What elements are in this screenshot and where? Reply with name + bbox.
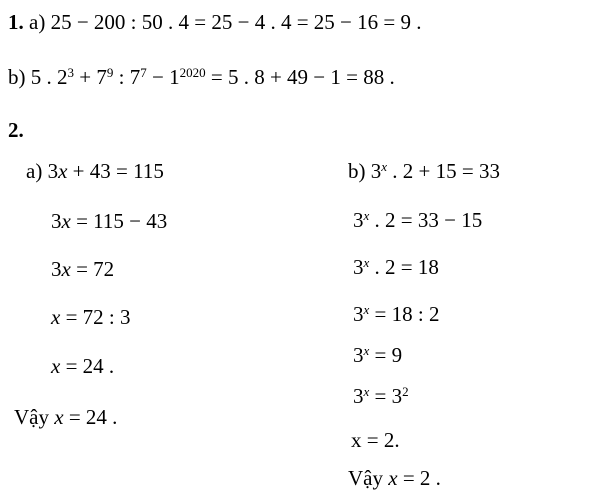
math-segment: + 43 = 115 [67, 159, 164, 183]
math-segment: 3 [51, 257, 62, 281]
math-segment: x [381, 159, 388, 175]
math-segment: x [61, 257, 71, 281]
math-segment: x [58, 159, 68, 183]
problem-2b-equation-line [348, 158, 500, 187]
problem-2b-equation-line [353, 301, 439, 330]
math-segment: 2 [402, 384, 409, 400]
math-segment: b) 3 [348, 159, 382, 183]
math-segment: b) 5 . 2 [8, 65, 68, 89]
problem-2a-equation-line [51, 208, 167, 234]
math-segment: x [51, 354, 61, 378]
math-segment: x [51, 305, 61, 329]
problem-2b-equation-line [353, 383, 409, 412]
math-segment: a) [23, 10, 51, 34]
math-segment: x = 2. [351, 428, 400, 452]
math-segment: = 24 . [60, 354, 115, 378]
problem-1-part-a-line [8, 9, 421, 35]
math-segment: x [363, 302, 370, 318]
problem-2a-equation-line [51, 256, 114, 282]
math-segment: = 3 [369, 384, 403, 408]
math-segment: = 115 − 43 [70, 209, 168, 233]
math-segment: − 1 [146, 65, 180, 89]
math-segment: x [363, 384, 370, 400]
math-segment: 2020 [179, 65, 206, 81]
math-segment: 3 [51, 209, 62, 233]
math-segment: : 7 [113, 65, 141, 89]
problem-1-part-b-line [8, 64, 395, 93]
math-segment: 25 − 200 : 50 . 4 = 25 − 4 . 4 = 25 − 16 = 9 . [50, 10, 422, 34]
math-segment: + 7 [74, 65, 107, 89]
problem-2a-equation-line [51, 304, 131, 330]
math-segment: x [54, 405, 64, 429]
problem-2a-equation-line [51, 353, 114, 379]
problem-2a-equation-line [26, 158, 164, 184]
math-segment: x [61, 209, 71, 233]
math-segment: = 72 [70, 257, 115, 281]
math-segment: x [363, 208, 370, 224]
math-segment: 1. [8, 10, 24, 34]
math-segment: 3 [353, 208, 364, 232]
math-segment: Vậy [14, 405, 55, 429]
problem-2b-equation-line [353, 254, 439, 283]
math-segment: 3 [67, 65, 75, 81]
math-segment: = 2 . [397, 466, 441, 490]
math-segment: x [388, 466, 398, 490]
math-segment: 3 [353, 343, 364, 367]
math-segment: Vậy [348, 466, 389, 490]
math-segment: a) 3 [26, 159, 59, 183]
problem-2a-conclusion-line [14, 404, 117, 430]
math-segment: = 18 : 2 [369, 302, 440, 326]
math-segment: = 9 [369, 343, 403, 367]
math-segment: 2. [8, 118, 24, 142]
problem-2-number [8, 117, 24, 143]
problem-2b-equation-line [353, 342, 402, 371]
math-segment: . 2 = 33 − 15 [369, 208, 483, 232]
math-segment: . 2 + 15 = 33 [387, 159, 500, 183]
math-segment: = 72 : 3 [60, 305, 131, 329]
math-segment: 7 [140, 65, 147, 81]
math-segment: 3 [353, 302, 364, 326]
problem-2b-equation-line [353, 207, 482, 236]
math-segment: x [363, 255, 370, 271]
problem-2b-equation-line [351, 427, 400, 453]
math-segment: 3 [353, 384, 364, 408]
math-segment: . 2 = 18 [369, 255, 439, 279]
math-segment: x [363, 343, 370, 359]
math-segment: = 24 . [63, 405, 118, 429]
math-segment: = 5 . 8 + 49 − 1 = 88 . [205, 65, 395, 89]
math-segment: 9 [106, 65, 114, 81]
problem-2b-conclusion-line [348, 465, 441, 491]
math-segment: 3 [353, 255, 364, 279]
